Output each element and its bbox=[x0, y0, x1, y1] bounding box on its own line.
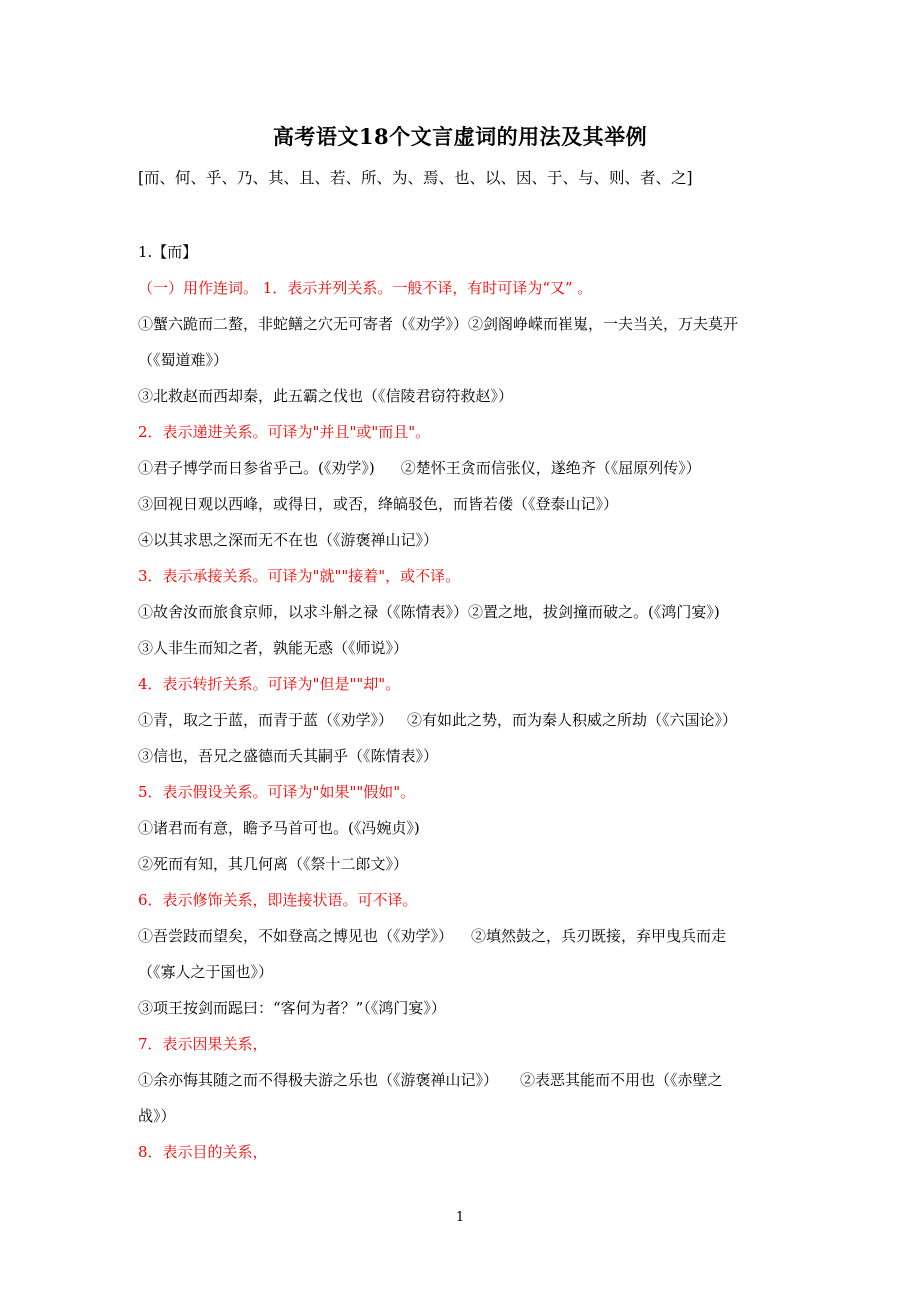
example-line: ③北救赵而西却秦，此五霸之伐也（《信陵君窃符救赵》） bbox=[138, 387, 514, 405]
example-line: ③项王按剑而跽曰：“客何为者？”（《鸿门宴》） bbox=[138, 999, 446, 1017]
example-line: ①故舍汝而旅食京师，以求斗斛之禄（《陈情表》）②置之地，拔剑撞而破之。(《鸿门宴》) bbox=[138, 603, 720, 621]
example-text: ②填然鼓之，兵刃既接，弃甲曳兵而走 bbox=[471, 927, 727, 945]
example-line: （《蜀道难》） bbox=[138, 351, 229, 369]
usage-heading: 5．表示假设关系。可译为"如果""假如"。 bbox=[138, 783, 416, 801]
usage-heading: 4．表示转折关系。可译为"但是""却"。 bbox=[138, 675, 401, 693]
example-line: ③信也，吾兄之盛德而夭其嗣乎（《陈情表》） bbox=[138, 747, 439, 765]
example-line: （《寡人之于国也》） bbox=[138, 963, 274, 981]
page-number: 1 bbox=[455, 1210, 465, 1225]
example-line: ②死而有知，其几何离（《祭十二郎文》） bbox=[138, 855, 409, 873]
example-line bbox=[138, 450, 788, 486]
example-text: ②楚怀王贪而信张仪，遂绝齐（《屈原列传》） bbox=[400, 459, 701, 477]
example-line: ③人非生而知之者，孰能无惑（《师说》） bbox=[138, 639, 409, 657]
example-line bbox=[138, 702, 788, 738]
usage-heading: 6．表示修饰关系，即连接状语。可不译。 bbox=[138, 891, 418, 909]
particle-list: [而、何、乎、乃、其、且、若、所、为、焉、也、以、因、于、与、则、者、之] bbox=[138, 169, 693, 187]
document-body bbox=[138, 234, 788, 1170]
usage-heading: （一）用作连词。 1．表示并列关系。一般不译，有时可译为“又” 。 bbox=[138, 279, 593, 297]
example-line: 战》） bbox=[138, 1107, 176, 1125]
usage-heading: 8．表示目的关系， bbox=[138, 1143, 268, 1161]
example-text: ①君子博学而日参省乎己。(《劝学》) bbox=[138, 459, 375, 477]
example-text: ②表恶其能而不用也（《赤壁之 bbox=[520, 1071, 723, 1089]
example-line bbox=[138, 1062, 788, 1098]
example-text: ②有如此之势，而为秦人积威之所劫（《六国论》） bbox=[407, 711, 738, 729]
example-text: ①青，取之于蓝，而青于蓝（《劝学》） bbox=[138, 711, 394, 729]
example-text: ①吾尝跂而望矣，不如登高之博见也（《劝学》） bbox=[138, 927, 454, 945]
example-line bbox=[138, 918, 788, 954]
usage-heading: 2．表示递进关系。可译为"并且"或"而且"。 bbox=[138, 423, 431, 441]
document-title: 高考语文18个文言虚词的用法及其举例 bbox=[272, 124, 648, 149]
section-heading: 1.【而】 bbox=[138, 243, 198, 261]
example-line: ④以其求思之深而无不在也（《游褒禅山记》） bbox=[138, 531, 439, 549]
example-line: ①蟹六跪而二螯，非蛇鳝之穴无可寄者（《劝学》）②剑阁峥嵘而崔嵬，一夫当关，万夫莫开 bbox=[138, 315, 739, 333]
example-line: ③回视日观以西峰，或得日，或否，绛皜驳色，而皆若偻（《登泰山记》） bbox=[138, 495, 619, 513]
example-text: ①余亦悔其随之而不得极夫游之乐也（《游褒禅山记》） bbox=[138, 1071, 499, 1089]
usage-heading: 7．表示因果关系， bbox=[138, 1035, 268, 1053]
usage-heading: 3．表示承接关系。可译为"就""接着"，或不译。 bbox=[138, 567, 461, 585]
example-line: ①诸君而有意，瞻予马首可也。(《冯婉贞》) bbox=[138, 819, 420, 837]
